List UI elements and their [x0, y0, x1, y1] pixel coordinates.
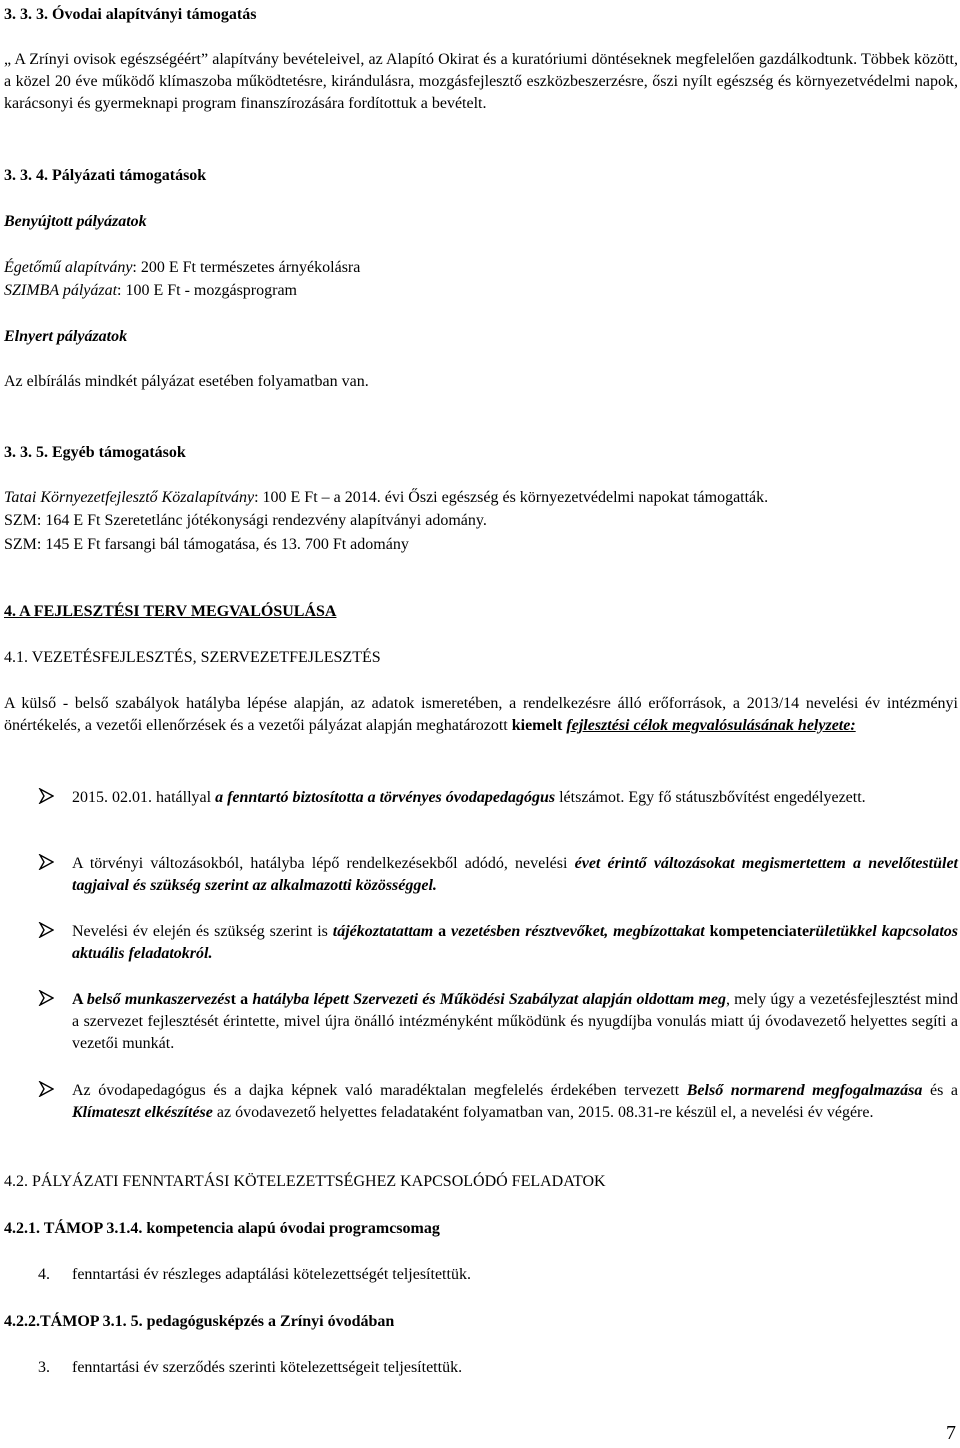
numbered-item: 4. fenntartási év részleges adaptálási kötelezettségét teljesítettük. — [38, 1266, 471, 1283]
bullet-item: Az óvodapedagógus és a dajka képnek való maradéktalan megfelelés érdekében tervezett Belső normarend megfogalmazása és a Klímateszt elkészítése az óvodavezető helyettes feladataként folyamatban van, 2015. 08.31-re készül el, a nevelési év végére. — [4, 1080, 958, 1124]
won-text: Az elbírálás mindkét pályázat esetében folyamatban van. — [4, 373, 369, 390]
page-number: 7 — [946, 1422, 956, 1444]
paragraph-333: „ A Zrínyi ovisok egészségéért” alapítvány bevételeivel, az Alapító Okirat és a kuratóriumi döntéseknek megfelelően gazdálkodtunk. Többek között, a közel 20 éve működő klímaszoba működtetésre, kirándulásra, mozgásfejlesztő eszközbeszerzésre, őszi nyílt egészség és környezetvédelmi napok, karácsonyi és gyermeknapi program finanszírozására fordítottuk a bevételt. — [4, 51, 958, 112]
heading-421: 4.2.1. TÁMOP 3.1.4. kompetencia alapú óvodai programcsomag — [4, 1220, 440, 1237]
bullet-item: 2015. 02.01. hatállyal a fenntartó biztosította a törvényes óvodapedagógus létszámot. Egy fő státuszbővítést engedélyezett. — [4, 787, 958, 809]
bullet-item: A belső munkaszervezést a hatályba lépett Szervezeti és Működési Szabályzat alapján oldottam meg, mely úgy a vezetésfejlesztést mind a szervezet fejlesztését érintette, mivel újra önálló intézményként működünk és nyugdíjba vonulás miatt új óvodavezető helyettes segíti a vezetői munkát. — [4, 989, 958, 1055]
submitted-title: Benyújtott pályázatok — [4, 213, 147, 230]
heading-41: 4.1. VEZETÉSFEJLESZTÉS, SZERVEZETFEJLESZTÉS — [4, 649, 381, 666]
arrowhead-bullet-icon — [38, 1081, 54, 1097]
bullet-item: Nevelési év elején és szükség szerint is tájékoztatattam a vezetésben résztvevőket, megbízottakat kompetenciaterületükkel kapcsolatos aktuális feladatokról. — [4, 921, 958, 965]
support-line: SZM: 164 E Ft Szeretetlánc jótékonysági rendezvény alapítványi adomány. — [4, 512, 487, 529]
won-title: Elnyert pályázatok — [4, 328, 128, 345]
heading-4: 4. A FEJLESZTÉSI TERV MEGVALÓSULÁSA — [4, 603, 337, 620]
heading-333: 3. 3. 3. Óvodai alapítványi támogatás — [4, 6, 257, 23]
submitted-item: Égetőmű alapítvány: 200 E Ft természetes árnyékolásra — [4, 259, 361, 276]
arrowhead-bullet-icon — [38, 788, 54, 804]
arrowhead-bullet-icon — [38, 922, 54, 938]
intro-paragraph: A külső - belső szabályok hatályba lépése alapján, az adatok ismeretében, a rendelkezésre álló erőforrások, a 2013/14 nevelési év intézményi önértékelés, a vezetői ellenőrzések és a vezetői pályázat alapján meghatározott kiemelt fejlesztési célok megvalósulásának helyzete: — [4, 695, 958, 734]
support-line: Tatai Környezetfejlesztő Közalapítvány: 100 E Ft – a 2014. évi Őszi egészség és környezetvédelmi napokat támogatták. — [4, 489, 769, 506]
bullet-item: A törvényi változásokból, hatályba lépő rendelkezésekből adódó, nevelési évet érintő változásokat megismertettem a nevelőtestület tagjaival és szükség szerint az alkalmazotti közösséggel. — [4, 853, 958, 897]
numbered-item: 3. fenntartási év szerződés szerinti kötelezettségeit teljesítettük. — [38, 1359, 463, 1376]
submitted-item: SZIMBA pályázat: 100 E Ft - mozgásprogram — [4, 282, 297, 299]
arrowhead-bullet-icon — [38, 854, 54, 870]
support-line: SZM: 145 E Ft farsangi bál támogatása, és 13. 700 Ft adomány — [4, 536, 409, 553]
heading-42: 4.2. PÁLYÁZATI FENNTARTÁSI KÖTELEZETTSÉGHEZ KAPCSOLÓDÓ FELADATOK — [4, 1173, 606, 1190]
arrowhead-bullet-icon — [38, 990, 54, 1006]
heading-334: 3. 3. 4. Pályázati támogatások — [4, 167, 207, 184]
heading-335: 3. 3. 5. Egyéb támogatások — [4, 444, 186, 461]
heading-422: 4.2.2.TÁMOP 3.1. 5. pedagógusképzés a Zrínyi óvodában — [4, 1313, 395, 1330]
